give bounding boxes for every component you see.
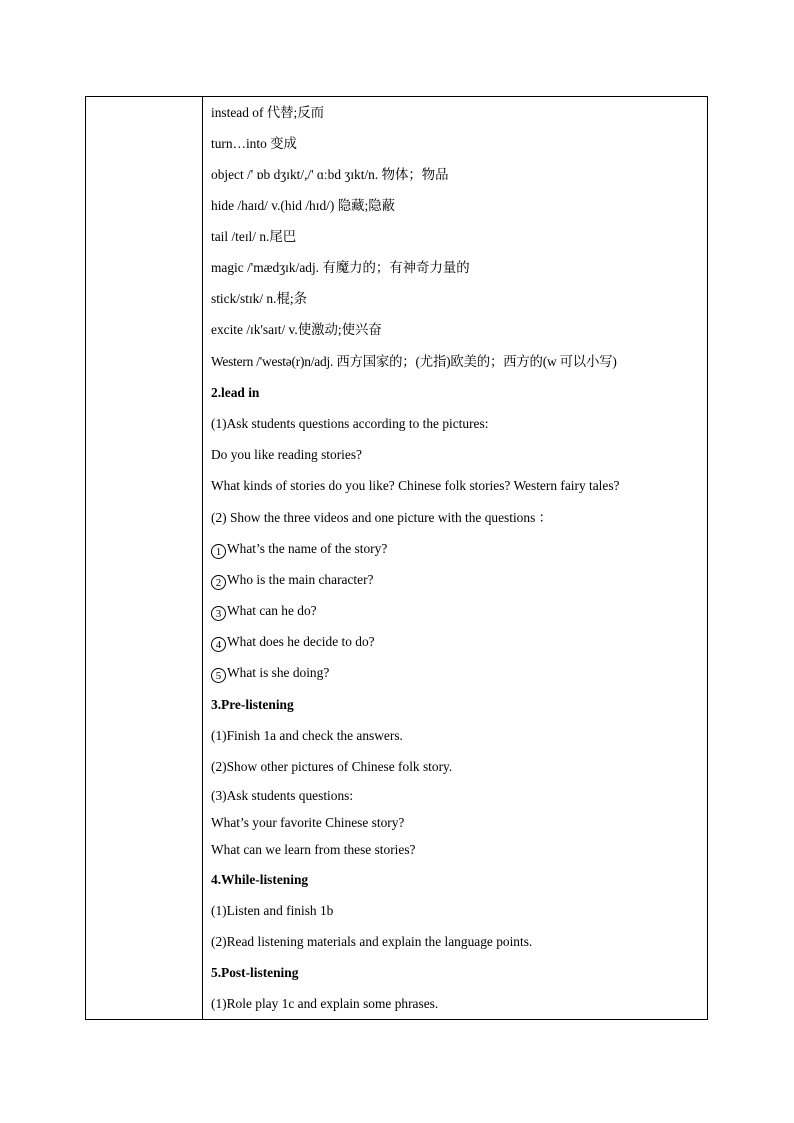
circled-number-icon: 2: [211, 575, 226, 590]
right-column-cell: [203, 97, 707, 1019]
question-text: What does he decide to do?: [227, 634, 375, 649]
pre-listening-line: What’s your favorite Chinese story?: [211, 815, 405, 830]
vocab-line: tail /teɪl/ n.尾巴: [211, 229, 297, 244]
left-column-cell: [86, 97, 203, 1019]
pre-listening-heading: 3.Pre-listening: [211, 697, 294, 712]
question-item: [211, 633, 375, 652]
pre-listening-line: (2)Show other pictures of Chinese folk story.: [211, 759, 453, 774]
while-listening-line: (1)Listen and finish 1b: [211, 903, 334, 918]
lead-in-line: (1)Ask students questions according to the pictures:: [211, 416, 489, 431]
question-item: [211, 540, 387, 559]
vocab-line: instead of 代替;反而: [211, 105, 325, 120]
question-text: What is she doing?: [227, 665, 330, 680]
lead-in-line: Do you like reading stories?: [211, 447, 362, 462]
circled-number-icon: 1: [211, 544, 226, 559]
lead-in-heading: 2.lead in: [211, 385, 260, 400]
question-text: What can he do?: [227, 603, 317, 618]
lesson-table: [85, 96, 708, 1020]
question-item: [211, 664, 329, 683]
pre-listening-line: (1)Finish 1a and check the answers.: [211, 728, 403, 743]
circled-number-icon: 4: [211, 637, 226, 652]
circled-number-icon: 3: [211, 606, 226, 621]
while-listening-heading: 4.While-listening: [211, 872, 309, 887]
question-text: Who is the main character?: [227, 572, 374, 587]
circled-number-icon: 5: [211, 668, 226, 683]
vocab-line: magic /'mædʒɪk/adj. 有魔力的；有神奇力量的: [211, 260, 470, 275]
post-listening-line: (1)Role play 1c and explain some phrases.: [211, 996, 439, 1011]
while-listening-line: (2)Read listening materials and explain the language points.: [211, 934, 533, 949]
question-text: What’s the name of the story?: [227, 541, 388, 556]
vocab-line: turn…into 变成: [211, 136, 297, 151]
vocab-line: object /' ɒb dʒɪkt/,/' ɑːbd ʒɪkt/n. 物体；物品: [211, 167, 449, 182]
post-listening-heading: 5.Post-listening: [211, 965, 299, 980]
vocab-line: hide /haɪd/ v.(hid /hɪd/) 隐藏;隐蔽: [211, 198, 395, 213]
question-item: [211, 571, 373, 590]
question-item: [211, 602, 317, 621]
pre-listening-line: (3)Ask students questions:: [211, 788, 354, 803]
pre-listening-line: What can we learn from these stories?: [211, 842, 416, 857]
lead-in-line: (2) Show the three videos and one picture with the questions ：: [211, 510, 553, 525]
vocab-line: Western /'westə(r)n/adj. 西方国家的；(尤指)欧美的；西方的(w 可以小写): [211, 354, 617, 369]
vocab-line: excite /ɪk'saɪt/ v.使激动;使兴奋: [211, 322, 382, 337]
vocab-line: stick/stɪk/ n.棍;条: [211, 291, 307, 306]
lead-in-line: What kinds of stories do you like? Chinese folk stories? Western fairy tales?: [211, 478, 620, 493]
